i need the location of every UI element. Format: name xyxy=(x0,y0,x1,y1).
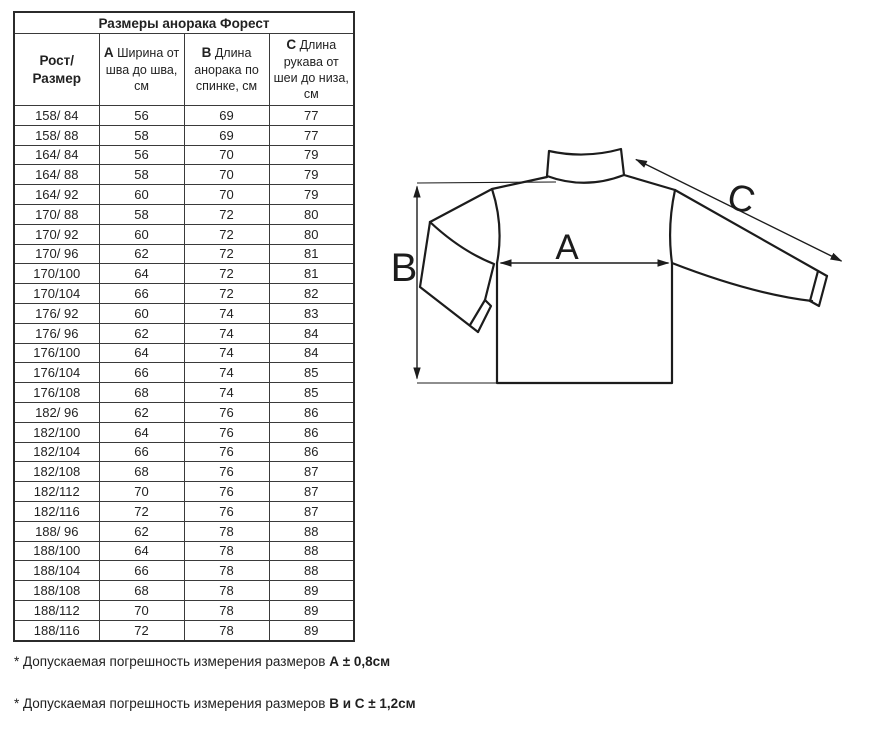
left-shoulder-seam xyxy=(430,177,547,222)
table-cell: 68 xyxy=(99,581,184,601)
table-cell: 188/ 96 xyxy=(14,521,99,541)
size-table xyxy=(13,11,355,642)
table-row xyxy=(14,422,354,442)
table-row xyxy=(14,303,354,323)
table-cell: 60 xyxy=(99,185,184,205)
column-a-label: Ширина от шва до шва, см xyxy=(105,46,180,94)
table-cell: 158/ 88 xyxy=(14,125,99,145)
table-cell: 74 xyxy=(184,323,269,343)
table-cell: 176/ 96 xyxy=(14,323,99,343)
table-row xyxy=(14,145,354,165)
body-and-hem xyxy=(497,263,672,383)
table-cell: 66 xyxy=(99,363,184,383)
table-cell: 76 xyxy=(184,422,269,442)
table-cell: 74 xyxy=(184,303,269,323)
table-cell: 62 xyxy=(99,323,184,343)
table-row xyxy=(14,125,354,145)
table-row xyxy=(14,541,354,561)
table-cell: 78 xyxy=(184,581,269,601)
table-row xyxy=(14,620,354,640)
dimension-lines xyxy=(417,160,842,384)
table-cell: 62 xyxy=(99,402,184,422)
table-cell: 76 xyxy=(184,482,269,502)
anorak-diagram xyxy=(388,140,875,395)
table-cell: 68 xyxy=(99,462,184,482)
table-cell: 81 xyxy=(269,264,354,284)
table-row xyxy=(14,343,354,363)
table-row xyxy=(14,204,354,224)
table-cell: 56 xyxy=(99,145,184,165)
table-cell: 70 xyxy=(184,185,269,205)
table-cell: 60 xyxy=(99,303,184,323)
table-cell: 79 xyxy=(269,145,354,165)
table-cell: 70 xyxy=(184,165,269,185)
table-cell: 164/ 84 xyxy=(14,145,99,165)
table-cell: 188/104 xyxy=(14,561,99,581)
table-cell: 69 xyxy=(184,106,269,126)
right-sleeve-underseam xyxy=(672,263,812,301)
column-header-b xyxy=(184,34,269,106)
collar xyxy=(547,149,624,183)
table-cell: 188/116 xyxy=(14,620,99,640)
table-row xyxy=(14,264,354,284)
table-cell: 72 xyxy=(184,224,269,244)
table-cell: 76 xyxy=(184,402,269,422)
table-cell: 70 xyxy=(99,600,184,620)
table-cell: 182/116 xyxy=(14,501,99,521)
dimension-label-b: B xyxy=(390,246,418,290)
table-cell: 64 xyxy=(99,264,184,284)
right-armhole-seam xyxy=(670,190,675,263)
table-row xyxy=(14,581,354,601)
table-cell: 84 xyxy=(269,343,354,363)
table-row xyxy=(14,363,354,383)
table-cell: 88 xyxy=(269,541,354,561)
table-cell: 170/ 96 xyxy=(14,244,99,264)
size-table-body xyxy=(14,106,354,641)
column-header-size-label: Рост/Размер xyxy=(32,52,82,86)
table-cell: 182/112 xyxy=(14,482,99,502)
table-cell: 72 xyxy=(99,501,184,521)
footnote-tolerance-bc-value: В и С ± 1,2см xyxy=(329,696,416,711)
table-cell: 80 xyxy=(269,224,354,244)
table-cell: 64 xyxy=(99,541,184,561)
footnote-tolerance-a xyxy=(14,654,390,669)
table-cell: 88 xyxy=(269,521,354,541)
table-cell: 85 xyxy=(269,363,354,383)
table-cell: 58 xyxy=(99,165,184,185)
table-cell: 66 xyxy=(99,284,184,304)
table-row xyxy=(14,284,354,304)
table-cell: 83 xyxy=(269,303,354,323)
table-cell: 88 xyxy=(269,561,354,581)
table-cell: 87 xyxy=(269,501,354,521)
table-cell: 74 xyxy=(184,383,269,403)
column-a-letter: A xyxy=(103,45,114,61)
table-cell: 176/ 92 xyxy=(14,303,99,323)
table-cell: 182/104 xyxy=(14,442,99,462)
table-cell: 69 xyxy=(184,125,269,145)
table-cell: 62 xyxy=(99,521,184,541)
table-title-row xyxy=(14,12,354,34)
table-cell: 182/108 xyxy=(14,462,99,482)
table-cell: 170/104 xyxy=(14,284,99,304)
table-cell: 77 xyxy=(269,106,354,126)
table-cell: 85 xyxy=(269,383,354,403)
table-row xyxy=(14,383,354,403)
table-cell: 78 xyxy=(184,620,269,640)
column-header-a xyxy=(99,34,184,106)
table-cell: 60 xyxy=(99,224,184,244)
table-cell: 72 xyxy=(184,204,269,224)
jacket-outline xyxy=(420,149,827,383)
table-cell: 66 xyxy=(99,442,184,462)
table-cell: 89 xyxy=(269,581,354,601)
table-cell: 87 xyxy=(269,482,354,502)
table-cell: 64 xyxy=(99,422,184,442)
column-header-c xyxy=(269,34,354,106)
column-b-label: Длина анорака по спинке, см xyxy=(194,46,259,94)
table-row xyxy=(14,185,354,205)
table-cell: 86 xyxy=(269,402,354,422)
table-cell: 176/108 xyxy=(14,383,99,403)
table-cell: 56 xyxy=(99,106,184,126)
table-row xyxy=(14,521,354,541)
table-cell: 170/ 88 xyxy=(14,204,99,224)
dimension-label-a: A xyxy=(555,228,579,267)
table-row xyxy=(14,561,354,581)
table-row xyxy=(14,244,354,264)
table-row xyxy=(14,224,354,244)
dimension-label-c: C xyxy=(723,175,760,222)
footnote-tolerance-bc-text: * Допускаемая погрешность измерения размеров xyxy=(14,696,330,711)
table-cell: 68 xyxy=(99,383,184,403)
table-cell: 72 xyxy=(184,244,269,264)
table-cell: 78 xyxy=(184,600,269,620)
table-cell: 188/100 xyxy=(14,541,99,561)
table-cell: 182/100 xyxy=(14,422,99,442)
table-cell: 72 xyxy=(184,264,269,284)
table-cell: 176/100 xyxy=(14,343,99,363)
table-cell: 76 xyxy=(184,442,269,462)
table-cell: 158/ 84 xyxy=(14,106,99,126)
column-b-letter: B xyxy=(201,45,212,61)
table-cell: 72 xyxy=(99,620,184,640)
table-cell: 78 xyxy=(184,521,269,541)
column-header-size xyxy=(14,34,99,106)
table-cell: 86 xyxy=(269,442,354,462)
table-cell: 72 xyxy=(184,284,269,304)
column-c-label: Длина рукава от шеи до низа, см xyxy=(273,38,349,102)
table-row xyxy=(14,482,354,502)
table-cell: 82 xyxy=(269,284,354,304)
column-c-letter: C xyxy=(286,37,297,53)
table-cell: 70 xyxy=(99,482,184,502)
table-cell: 74 xyxy=(184,343,269,363)
right-shoulder-sleeve-top xyxy=(624,175,827,276)
footnote-tolerance-bc xyxy=(14,696,416,711)
footnote-tolerance-a-text: * Допускаемая погрешность измерения размеров xyxy=(14,654,330,669)
table-cell: 66 xyxy=(99,561,184,581)
table-cell: 86 xyxy=(269,422,354,442)
table-row xyxy=(14,600,354,620)
table-cell: 81 xyxy=(269,244,354,264)
table-cell: 87 xyxy=(269,462,354,482)
table-cell: 77 xyxy=(269,125,354,145)
table-cell: 80 xyxy=(269,204,354,224)
table-cell: 182/ 96 xyxy=(14,402,99,422)
table-cell: 79 xyxy=(269,165,354,185)
table-cell: 64 xyxy=(99,343,184,363)
table-cell: 164/ 88 xyxy=(14,165,99,185)
table-row xyxy=(14,462,354,482)
table-cell: 74 xyxy=(184,363,269,383)
table-cell: 76 xyxy=(184,462,269,482)
table-title: Размеры анорака Форест xyxy=(14,12,354,34)
table-cell: 89 xyxy=(269,620,354,640)
table-cell: 170/ 92 xyxy=(14,224,99,244)
table-cell: 170/100 xyxy=(14,264,99,284)
extension-line-top xyxy=(417,182,556,183)
table-row xyxy=(14,501,354,521)
table-row xyxy=(14,323,354,343)
table-cell: 58 xyxy=(99,125,184,145)
table-cell: 78 xyxy=(184,541,269,561)
table-cell: 164/ 92 xyxy=(14,185,99,205)
footnote-tolerance-a-value: А ± 0,8см xyxy=(329,654,391,669)
table-cell: 79 xyxy=(269,185,354,205)
table-cell: 188/108 xyxy=(14,581,99,601)
table-row xyxy=(14,106,354,126)
table-cell: 84 xyxy=(269,323,354,343)
table-cell: 89 xyxy=(269,600,354,620)
table-cell: 76 xyxy=(184,501,269,521)
table-cell: 58 xyxy=(99,204,184,224)
left-sleeve-inner xyxy=(430,222,494,300)
left-armhole-seam xyxy=(492,189,500,263)
table-cell: 70 xyxy=(184,145,269,165)
table-row xyxy=(14,402,354,422)
table-cell: 176/104 xyxy=(14,363,99,383)
table-cell: 62 xyxy=(99,244,184,264)
table-cell: 78 xyxy=(184,561,269,581)
table-row xyxy=(14,165,354,185)
table-cell: 188/112 xyxy=(14,600,99,620)
table-header-row xyxy=(14,34,354,106)
table-row xyxy=(14,442,354,462)
